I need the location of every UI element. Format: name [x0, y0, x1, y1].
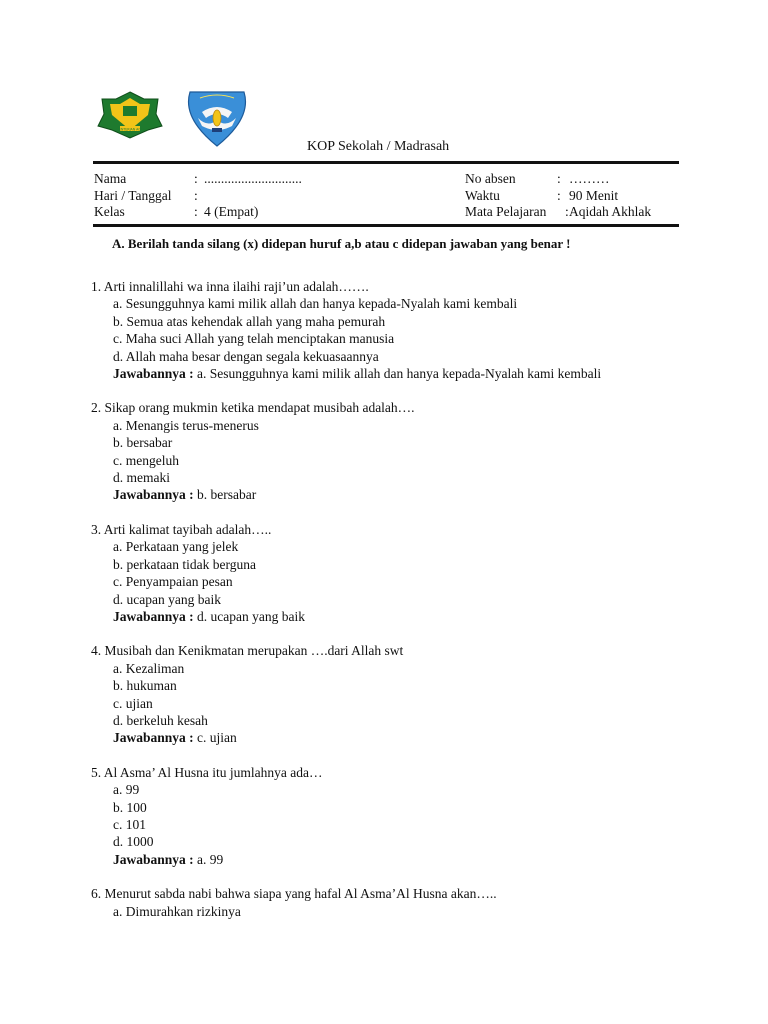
kemenag-logo	[96, 90, 164, 140]
header-top-rule	[93, 161, 679, 164]
field-hari-tanggal	[94, 188, 302, 205]
answer-line	[91, 851, 691, 868]
field-separator: :	[565, 204, 569, 219]
answer-label: Jawabannya :	[113, 608, 194, 624]
field-label: No absen	[465, 171, 516, 186]
section-instruction: A. Berilah tanda silang (x) didepan huruf a,b atau c didepan jawaban yang benar !	[112, 236, 571, 251]
question-1	[91, 278, 691, 382]
question-2	[91, 399, 691, 503]
option-a: a. Sesungguhnya kami milik allah dan hanya kepada-Nyalah kami kembali	[113, 296, 518, 312]
question-text: 5. Al Asma’ Al Husna itu jumlahnya ada…	[91, 764, 323, 780]
option-b: b. bersabar	[113, 435, 173, 451]
question-3	[91, 521, 691, 625]
answer-text: a. Sesungguhnya kami milik allah dan hanya kepada-Nyalah kami kembali	[193, 366, 602, 382]
field-value: 4 (Empat)	[204, 204, 259, 219]
svg-text:KEMENTERIAN AGAMA: KEMENTERIAN AGAMA	[112, 127, 148, 132]
student-info-left	[94, 171, 302, 221]
answer-line	[91, 486, 691, 503]
field-separator: :	[557, 171, 561, 186]
answer-line	[91, 365, 691, 382]
field-label: Mata Pelajaran	[465, 204, 547, 219]
header-bottom-rule	[93, 224, 679, 227]
question-text: 2. Sikap orang mukmin ketika mendapat musibah adalah….	[91, 400, 415, 416]
field-value: 90 Menit	[569, 187, 619, 203]
option-a: a. Perkataan yang jelek	[113, 539, 239, 555]
field-kelas	[94, 204, 302, 221]
answer-text: c. ujian	[193, 730, 237, 746]
question-text: 4. Musibah dan Kenikmatan merupakan ….dari Allah swt	[91, 643, 404, 659]
option-b: b. hukuman	[113, 678, 177, 694]
letterhead-title: KOP Sekolah / Madrasah	[307, 139, 450, 154]
field-separator: :	[194, 171, 198, 186]
option-c: c. Maha suci Allah yang telah menciptakan manusia	[113, 331, 395, 347]
student-info-right	[465, 171, 651, 221]
field-no-absen	[465, 171, 651, 188]
option-c: c. mengeluh	[113, 452, 179, 468]
question-4	[91, 642, 691, 746]
answer-label: Jawabannya :	[113, 851, 194, 867]
tut-wuri-handayani-logo	[180, 88, 254, 150]
answer-label: Jawabannya :	[113, 730, 194, 746]
option-c: c. ujian	[113, 695, 153, 711]
field-value: ………	[569, 171, 610, 186]
question-6	[91, 885, 691, 920]
field-label: Hari / Tanggal	[94, 187, 172, 203]
field-mata-pelajaran	[465, 204, 651, 221]
question-list	[91, 278, 691, 937]
option-a: a. Kezaliman	[113, 660, 185, 676]
option-a: a. Menangis terus-menerus	[113, 417, 259, 433]
question-text: 1. Arti innalillahi wa inna ilaihi raji’un adalah…….	[91, 279, 369, 294]
option-b: b. perkataan tidak berguna	[113, 556, 256, 572]
answer-line	[91, 608, 691, 625]
answer-line	[91, 729, 691, 746]
field-label: Nama	[94, 171, 127, 186]
option-b: b. Semua atas kehendak allah yang maha pemurah	[113, 313, 386, 329]
option-a: a. Dimurahkan rizkinya	[113, 903, 241, 919]
field-separator: :	[194, 187, 198, 203]
field-label: Waktu	[465, 187, 500, 203]
field-value: Aqidah Akhlak	[569, 204, 652, 219]
answer-text: a. 99	[193, 851, 224, 867]
field-waktu	[465, 188, 651, 205]
answer-label: Jawabannya :	[113, 487, 194, 503]
answer-text: b. bersabar	[193, 487, 257, 503]
option-d: d. Allah maha besar dengan segala kekuasaannya	[113, 348, 379, 364]
option-c: c. 101	[113, 816, 146, 832]
option-b: b. 100	[113, 799, 147, 815]
answer-text: d. ucapan yang baik	[193, 608, 305, 624]
option-d: d. 1000	[113, 834, 154, 850]
option-d: d. ucapan yang baik	[113, 591, 221, 607]
field-label: Kelas	[94, 204, 125, 219]
question-5	[91, 764, 691, 868]
question-text: 3. Arti kalimat tayibah adalah…..	[91, 521, 272, 537]
answer-label: Jawabannya :	[113, 366, 194, 382]
field-separator: :	[557, 187, 561, 203]
option-d: d. berkeluh kesah	[113, 712, 208, 728]
option-c: c. Penyampaian pesan	[113, 574, 233, 590]
field-separator: :	[194, 204, 198, 219]
field-value: .............................	[204, 171, 302, 186]
question-text: 6. Menurut sabda nabi bahwa siapa yang hafal Al Asma’Al Husna akan…..	[91, 886, 497, 902]
option-a: a. 99	[113, 782, 140, 798]
field-nama	[94, 171, 302, 188]
option-d: d. memaki	[113, 470, 170, 486]
